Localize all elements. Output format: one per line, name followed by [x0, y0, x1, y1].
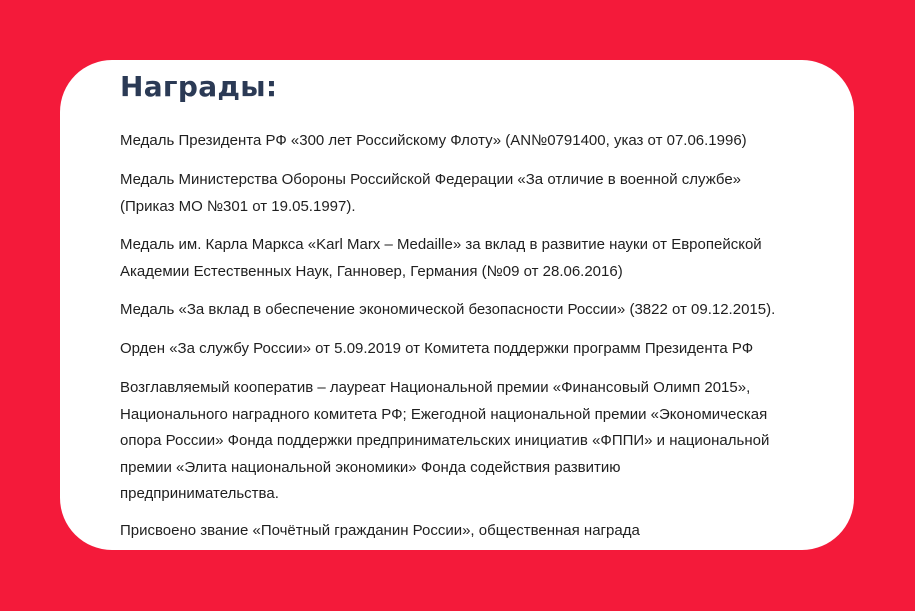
award-paragraph	[120, 336, 820, 363]
award-line: Орден «За службу России» от 5.09.2019 от Комитета поддержки программ Президента РФ	[120, 340, 754, 357]
award-line: опора России» Фонда поддержки предпринимательских инициатив «ФППИ» и национальной	[120, 432, 770, 449]
awards-content	[120, 68, 820, 539]
award-line: (Приказ МО №301 от 19.05.1997).	[120, 197, 356, 215]
award-line: предпринимательства.	[120, 485, 279, 502]
award-line: Присвоено звание «Почётный гражданин России», общественная награда	[120, 522, 640, 539]
award-line: Академии Естественных Наук, Ганновер, Германия (№09 от 28.06.2016)	[120, 262, 623, 280]
awards-card	[60, 60, 854, 550]
awards-heading: Награды:	[120, 70, 278, 103]
award-paragraph	[120, 375, 820, 508]
award-paragraph	[120, 128, 820, 155]
award-line: Национального наградного комитета РФ; Ежегодной национальной премии «Экономическая	[120, 405, 768, 423]
award-paragraph	[120, 297, 820, 324]
award-paragraph	[120, 232, 820, 285]
award-paragraph	[120, 167, 820, 220]
award-line: премии «Элита национальной экономики» Фонда содействия развитию	[120, 458, 621, 476]
award-line: Медаль «За вклад в обеспечение экономической безопасности России» (3822 от 09.12.2015).	[120, 301, 776, 318]
award-line: Возглавляемый кооператив – лауреат Национальной премии «Финансовый Олимп 2015»,	[120, 379, 751, 396]
award-line: Медаль Президента РФ «300 лет Российскому Флоту» (АN№0791400, указ от 07.06.1996)	[120, 132, 747, 149]
award-paragraph	[120, 518, 820, 545]
award-line: Медаль Министерства Обороны Российской Федерации «За отличие в военной службе»	[120, 171, 742, 188]
award-line: Медаль им. Карла Маркса «Karl Marx – Medaille» за вклад в развитие науки от Европейской	[120, 236, 762, 253]
